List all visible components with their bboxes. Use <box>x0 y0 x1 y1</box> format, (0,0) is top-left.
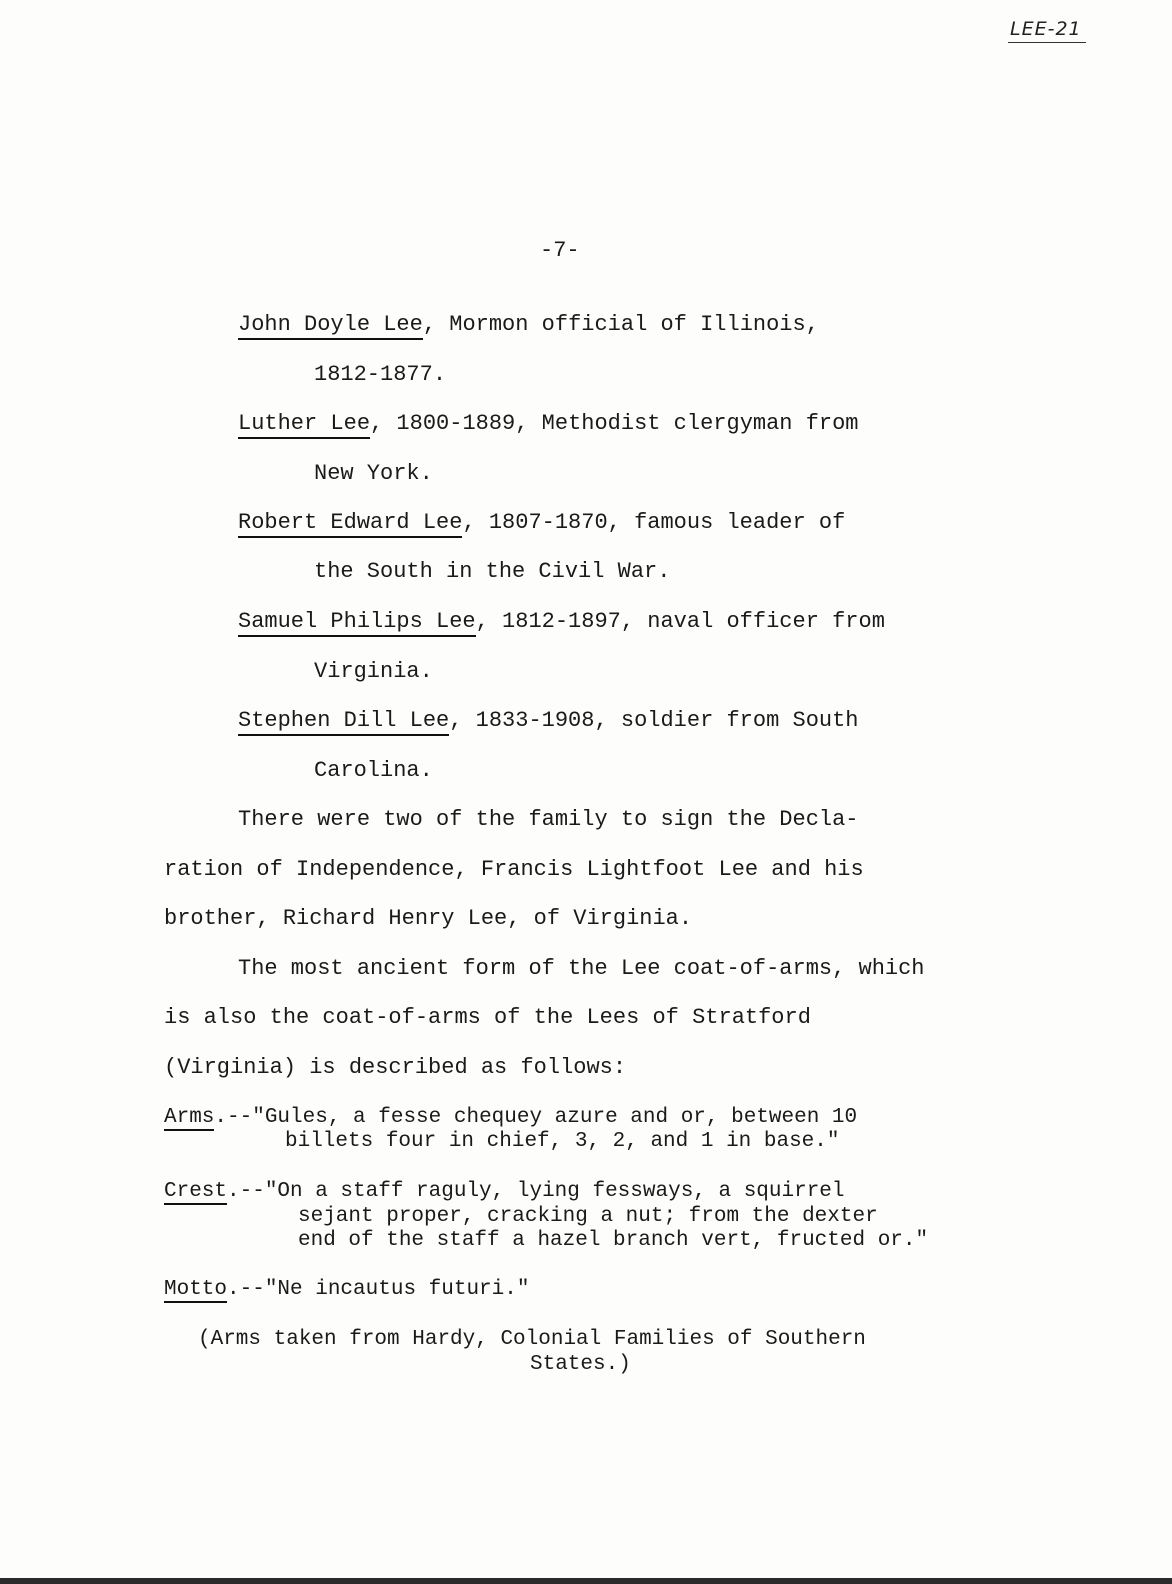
source-note-continued: States.) <box>530 1353 631 1376</box>
motto-entry <box>164 1278 529 1302</box>
paragraph-line: There were two of the family to sign the Decla- <box>238 807 859 832</box>
crest-entry <box>164 1180 845 1204</box>
archive-reference-mark: LEE-21 <box>1010 18 1082 40</box>
person-details: , 1807-1870, famous leader of <box>462 510 846 535</box>
list-item-continuation: Virginia. <box>314 659 433 684</box>
paragraph-line: The most ancient form of the Lee coat-of-arms, which <box>238 956 925 981</box>
list-item-continuation: Carolina. <box>314 758 433 783</box>
person-name: Luther Lee <box>238 411 370 439</box>
paragraph-line: ration of Independence, Francis Lightfoot Lee and his <box>164 857 864 882</box>
archive-reference-underline <box>1008 42 1086 43</box>
paragraph-line: (Virginia) is described as follows: <box>164 1055 627 1080</box>
list-item <box>238 510 845 536</box>
crest-description-continued: sejant proper, cracking a nut; from the dexter <box>298 1205 878 1228</box>
crest-description-continued: end of the staff a hazel branch vert, fructed or." <box>298 1229 929 1252</box>
crest-label: Crest <box>164 1180 228 1203</box>
arms-entry <box>164 1106 857 1130</box>
person-details: , 1800-1889, Methodist clergyman from <box>370 411 859 436</box>
arms-label: Arms <box>164 1106 215 1129</box>
source-note: (Arms taken from Hardy, Colonial Families of Southern <box>198 1328 866 1351</box>
person-details: , Mormon official of Illinois, <box>422 312 819 337</box>
paragraph-line: brother, Richard Henry Lee, of Virginia. <box>164 906 693 931</box>
list-item <box>238 708 859 734</box>
paragraph-line: is also the coat-of-arms of the Lees of Stratford <box>164 1005 811 1030</box>
list-item-continuation: New York. <box>314 461 433 486</box>
person-name: Stephen Dill Lee <box>238 708 449 736</box>
motto-text: .--"Ne incautus futuri." <box>227 1278 530 1301</box>
person-name: John Doyle Lee <box>238 312 423 340</box>
page-number: -7- <box>540 238 580 263</box>
person-name: Robert Edward Lee <box>238 510 462 538</box>
person-details: , 1833-1908, soldier from South <box>449 708 859 733</box>
person-details: , 1812-1897, naval officer from <box>475 609 885 634</box>
scan-bottom-edge <box>0 1578 1172 1584</box>
arms-description-continued: billets four in chief, 3, 2, and 1 in base." <box>285 1130 840 1153</box>
list-item-continuation: the South in the Civil War. <box>314 559 671 584</box>
list-item <box>238 609 885 635</box>
arms-description: .--"Gules, a fesse chequey azure and or, between 10 <box>214 1106 858 1129</box>
list-item-continuation: 1812-1877. <box>314 362 447 387</box>
list-item <box>238 312 819 338</box>
crest-description: .--"On a staff raguly, lying fessways, a squirrel <box>227 1180 845 1203</box>
motto-label: Motto <box>164 1278 228 1301</box>
person-name: Samuel Philips Lee <box>238 609 476 637</box>
list-item <box>238 411 859 437</box>
